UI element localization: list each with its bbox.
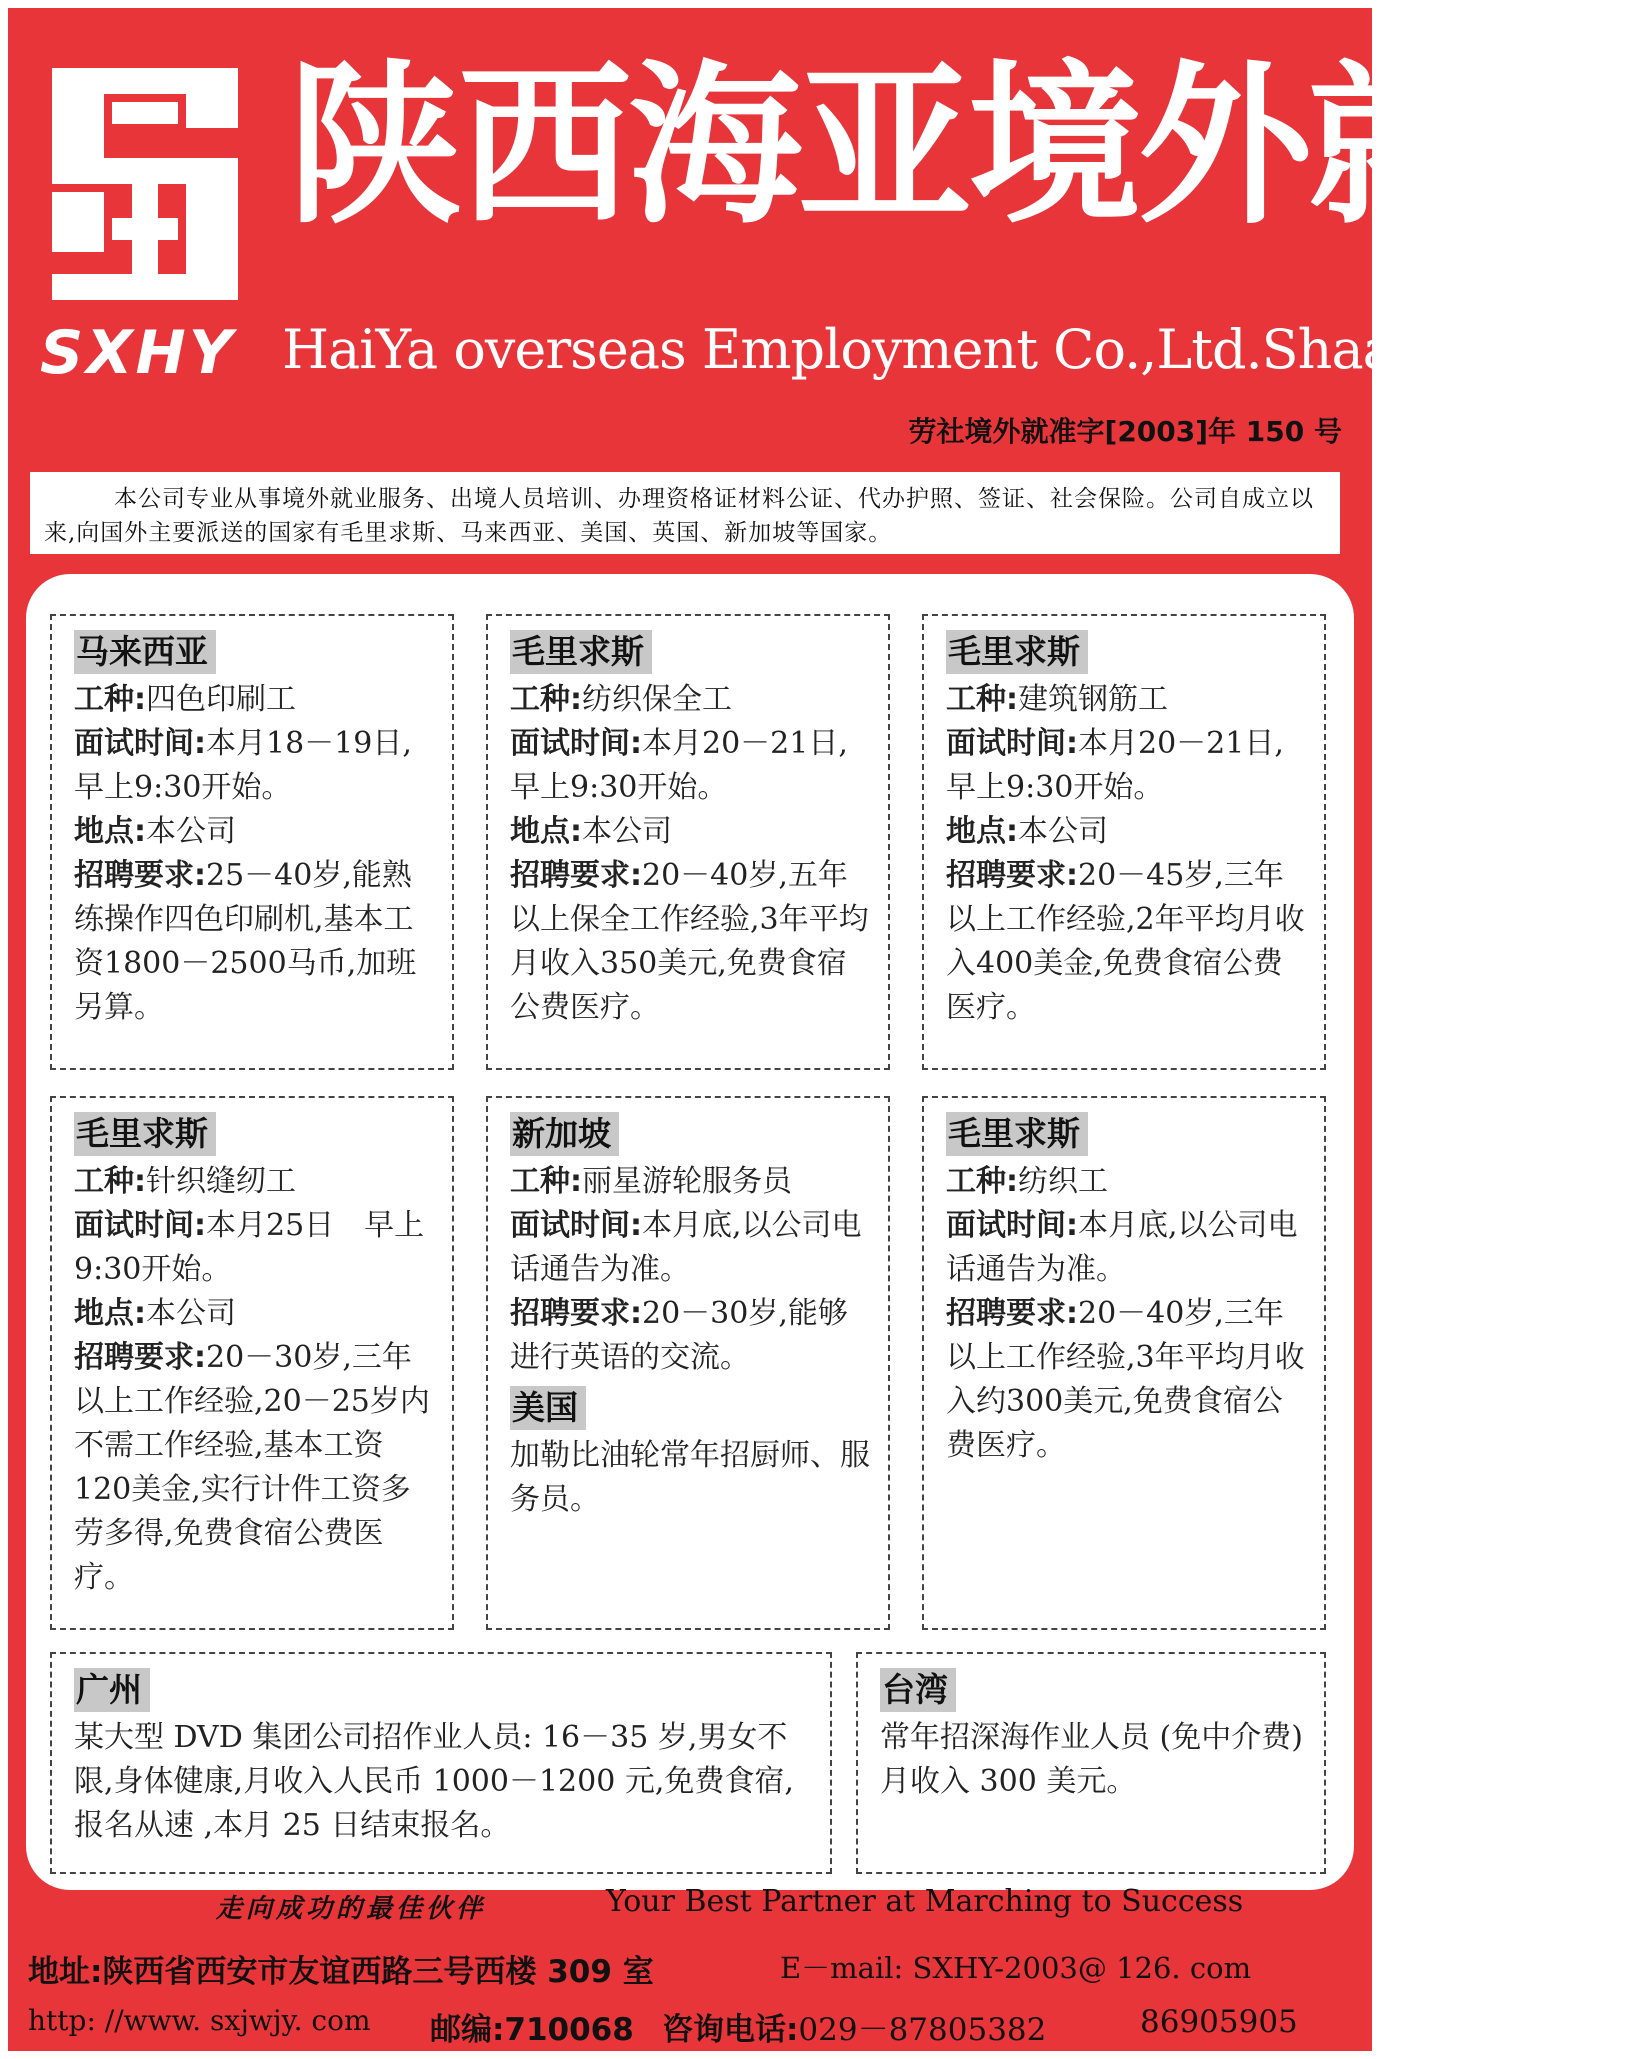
job-type: 工种:建筑钢筋工 [946, 682, 1168, 717]
country-heading: 毛里求斯 [946, 630, 1088, 674]
company-intro: 本公司专业从事境外就业服务、出境人员培训、办理资格证材料公证、代办护照、签证、社会保险。公司自成立以来,向国外主要派送的国家有毛里求斯、马来西亚、美国、英国、新加坡等国家。 [30, 472, 1340, 554]
location: 地点:本公司 [74, 1296, 236, 1331]
sxhy-logo-icon [52, 68, 238, 300]
job-card-taiwan [856, 1652, 1326, 1874]
interview-time: 面试时间:本月20－21日,早上9:30开始。 [946, 726, 1284, 805]
address: 地址:陕西省西安市友谊西路三号西楼 309 室 [28, 1954, 654, 1990]
slogan-en: Your Best Partner at Marching to Success [606, 1884, 1244, 1919]
country-heading: 毛里求斯 [74, 1112, 216, 1156]
job-card-mauritius-textile-maintenance [486, 614, 890, 1070]
job-card-mauritius-textile [922, 1096, 1326, 1630]
slogan-cn: 走向成功的最佳伙伴 [216, 1894, 487, 1924]
requirements: 招聘要求:20－45岁,三年以上工作经验,2年平均月收入400美金,免费食宿公费医疗。 [946, 858, 1305, 1025]
company-name-cn: 陕西海亚境外就业 [288, 45, 1648, 248]
country-heading: 马来西亚 [74, 630, 216, 674]
country-heading: 毛里求斯 [510, 630, 652, 674]
logo-text: SXHY [40, 318, 236, 388]
location: 地点:本公司 [946, 814, 1108, 849]
postcode: 邮编:710068 [430, 2012, 634, 2048]
usa-listing: 加勒比油轮常年招厨师、服务员。 [510, 1438, 870, 1517]
job-card-singapore-usa [486, 1096, 890, 1630]
job-card-malaysia [50, 614, 454, 1070]
company-name-en: HaiYa overseas Employment Co.,Ltd.Shaanxi [282, 318, 1474, 381]
country-heading: 毛里求斯 [946, 1112, 1088, 1156]
license-number: 劳社境外就准字[2003]年 150 号 [908, 415, 1342, 448]
taiwan-listing: 常年招深海作业人员 (免中介费) 月收入 300 美元。 [880, 1720, 1303, 1799]
job-type: 工种:针织缝纫工 [74, 1164, 296, 1199]
country-heading-usa: 美国 [510, 1386, 586, 1430]
requirements: 招聘要求:20－40岁,五年以上保全工作经验,3年平均月收入350美元,免费食宿公费医疗。 [510, 858, 869, 1025]
phone-number-2: 86905905 [1140, 2004, 1298, 2040]
country-heading: 广州 [74, 1668, 150, 1712]
job-card-mauritius-rebar [922, 614, 1326, 1070]
requirements: 招聘要求:20－30岁,三年以上工作经验,20－25岁内不需工作经验,基本工资120美金,实行计件工资多劳多得,免费食宿公费医疗。 [74, 1340, 430, 1595]
interview-time: 面试时间:本月25日 早上9:30开始。 [74, 1208, 425, 1287]
email: E－mail: SXHY-2003@ 126. com [780, 1951, 1252, 1985]
location: 地点:本公司 [510, 814, 672, 849]
job-type: 工种:纺织保全工 [510, 682, 732, 717]
interview-time: 面试时间:本月底,以公司电话通告为准。 [946, 1208, 1298, 1287]
country-heading: 台湾 [880, 1668, 956, 1712]
job-card-mauritius-sewing [50, 1096, 454, 1630]
requirements: 招聘要求:25－40岁,能熟练操作四色印刷机,基本工资1800－2500马币,加班另算。 [74, 858, 417, 1025]
requirements: 招聘要求:20－30岁,能够进行英语的交流。 [510, 1296, 848, 1375]
job-type: 工种:纺织工 [946, 1164, 1108, 1199]
requirements: 招聘要求:20－40岁,三年以上工作经验,3年平均月收入约300美元,免费食宿公费医疗。 [946, 1296, 1305, 1463]
interview-time: 面试时间:本月20－21日,早上9:30开始。 [510, 726, 848, 805]
country-heading: 新加坡 [510, 1112, 619, 1156]
job-type: 工种:四色印刷工 [74, 682, 296, 717]
job-card-guangzhou [50, 1652, 832, 1874]
website-link[interactable]: http: //www. sxjwjy. com [28, 2004, 371, 2037]
guangzhou-listing: 某大型 DVD 集团公司招作业人员: 16－35 岁,男女不限,身体健康,月收入人民币 1000－1200 元,免费食宿,报名从速 ,本月 25 日结束报名。 [74, 1720, 794, 1843]
location: 地点:本公司 [74, 814, 236, 849]
interview-time: 面试时间:本月底,以公司电话通告为准。 [510, 1208, 862, 1287]
interview-time: 面试时间:本月18－19日,早上9:30开始。 [74, 726, 412, 805]
job-type: 工种:丽星游轮服务员 [510, 1164, 792, 1199]
phone-numbers: 咨询电话:029－87805382 [662, 2012, 1047, 2048]
